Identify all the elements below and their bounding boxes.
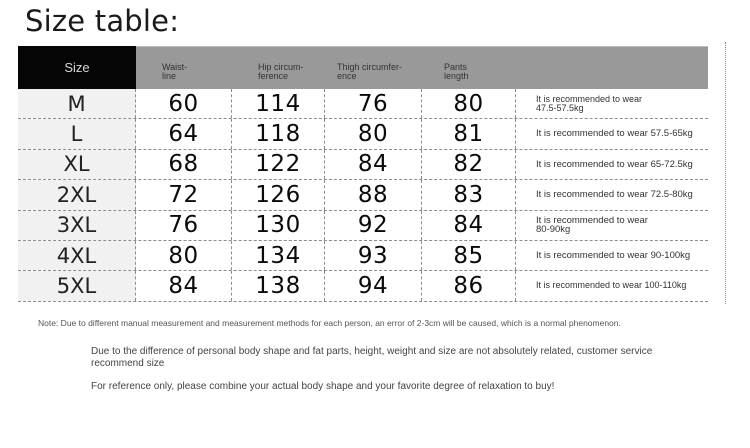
recommendation-cell: It is recommended to wear 47.5-57.5kg (536, 93, 643, 114)
header-hip: Hip circum- ference (258, 62, 304, 81)
size-cell: 4XL (18, 241, 136, 270)
size-table (18, 46, 708, 302)
header-waist: Waist- line (162, 62, 188, 81)
table-row (18, 211, 708, 241)
page-title: Size table: (25, 4, 180, 38)
pants-cell: 84 (422, 211, 516, 240)
size-cell: 2XL (18, 180, 136, 209)
recommendation-cell: It is recommended to wear 90-100kg (536, 249, 691, 261)
thigh-cell: 93 (325, 241, 422, 270)
recommendation-cell: It is recommended to wear 57.5-65kg (536, 128, 693, 140)
thigh-cell: 88 (325, 180, 422, 209)
header-thigh: Thigh circumfer- ence (337, 62, 403, 81)
outer-border (725, 42, 726, 304)
waist-cell: 60 (136, 89, 232, 118)
table-header (18, 46, 708, 89)
waist-cell: 64 (136, 119, 232, 148)
hip-cell: 114 (232, 89, 325, 118)
pants-cell: 86 (422, 271, 516, 300)
thigh-cell: 80 (325, 119, 422, 148)
size-cell: M (18, 89, 136, 118)
size-cell: 3XL (18, 211, 136, 240)
table-row (18, 89, 708, 119)
size-cell: L (18, 119, 136, 148)
pants-cell: 80 (422, 89, 516, 118)
hip-cell: 126 (232, 180, 325, 209)
header-pants: Pants length (444, 62, 469, 81)
thigh-cell: 94 (325, 271, 422, 300)
waist-cell: 84 (136, 271, 232, 300)
waist-cell: 72 (136, 180, 232, 209)
reference-disclaimer: For reference only, please combine your actual body shape and your favorite degree of relaxation to buy! (91, 381, 555, 392)
hip-cell: 138 (232, 271, 325, 300)
hip-cell: 130 (232, 211, 325, 240)
header-size: Size (18, 46, 136, 89)
waist-cell: 68 (136, 150, 232, 179)
recommendation-cell: It is recommended to wear 72.5-80kg (536, 189, 693, 201)
measurement-note: Note: Due to different manual measurement and measurement methods for each person, an error of 2-3cm will be caused, which is a normal phenomenon. (38, 318, 621, 328)
pants-cell: 83 (422, 180, 516, 209)
pants-cell: 85 (422, 241, 516, 270)
hip-cell: 118 (232, 119, 325, 148)
pants-cell: 82 (422, 150, 516, 179)
table-row (18, 271, 708, 301)
recommendation-cell: It is recommended to wear 100-110kg (536, 280, 687, 291)
size-cell: XL (18, 150, 136, 179)
thigh-cell: 92 (325, 211, 422, 240)
thigh-cell: 76 (325, 89, 422, 118)
table-row (18, 180, 708, 210)
recommendation-cell: It is recommended to wear 65-72.5kg (536, 158, 693, 170)
waist-cell: 80 (136, 241, 232, 270)
recommendation-cell: It is recommended to wear 80-90kg (536, 214, 648, 236)
pants-cell: 81 (422, 119, 516, 148)
thigh-cell: 84 (325, 150, 422, 179)
waist-cell: 76 (136, 211, 232, 240)
size-disclaimer: Due to the difference of personal body shape and fat parts, height, weight and size are not absolutely related, customer service recommend size (91, 346, 653, 369)
table-row (18, 119, 708, 149)
table-row (18, 241, 708, 271)
hip-cell: 122 (232, 150, 325, 179)
size-cell: 5XL (18, 271, 136, 300)
hip-cell: 134 (232, 241, 325, 270)
table-row (18, 150, 708, 180)
header-measurements (136, 46, 708, 89)
